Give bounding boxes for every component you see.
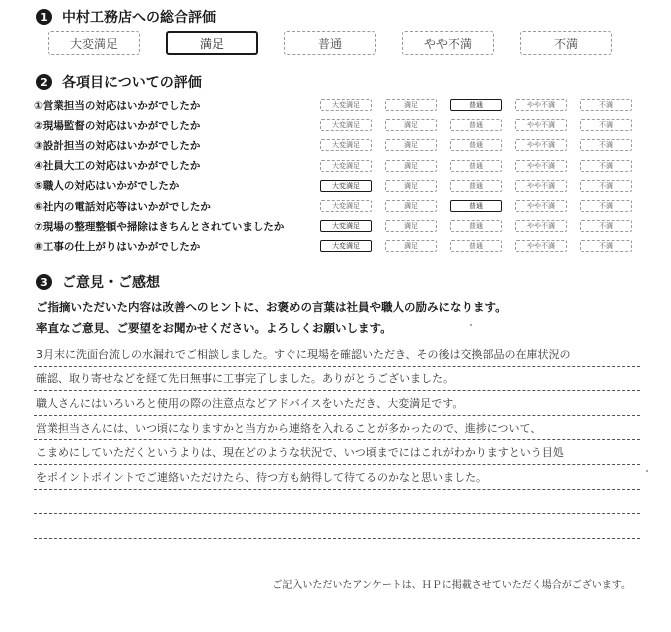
rating-option[interactable]: 大変満足 <box>320 119 372 131</box>
rating-item-row <box>34 95 654 115</box>
rating-item-row <box>34 216 654 236</box>
rating-option[interactable]: 満足 <box>385 180 437 192</box>
rating-option[interactable]: やや不満 <box>515 160 567 172</box>
overall-option[interactable]: 満足 <box>166 31 258 55</box>
rating-option[interactable]: やや不満 <box>515 200 567 212</box>
overall-option[interactable]: 普通 <box>284 31 376 55</box>
rating-option[interactable]: 満足 <box>385 200 437 212</box>
overall-option[interactable]: 不満 <box>520 31 612 55</box>
rating-option[interactable]: やや不満 <box>515 180 567 192</box>
rating-option[interactable]: 大変満足 <box>320 180 372 192</box>
rating-option[interactable]: 普通 <box>450 240 502 252</box>
overall-rating-options <box>48 31 612 55</box>
rating-option[interactable]: 大変満足 <box>320 139 372 151</box>
rating-option[interactable]: やや不満 <box>515 99 567 111</box>
rating-option[interactable]: 普通 <box>450 99 502 111</box>
rating-option[interactable]: 満足 <box>385 220 437 232</box>
rating-option[interactable]: 満足 <box>385 119 437 131</box>
scan-speck <box>470 324 472 326</box>
rating-option[interactable]: 大変満足 <box>320 240 372 252</box>
rating-item-row <box>34 236 654 256</box>
section-3-title: ご意見・ご感想 <box>62 275 160 291</box>
rating-item-row <box>34 196 654 216</box>
rating-option[interactable]: 不満 <box>580 160 632 172</box>
comment-line: 職人さんにはいろいろと使用の際の注意点などアドバイスをいただき、大変満足です。 <box>34 391 640 416</box>
rating-item-options <box>320 139 632 151</box>
comment-line: 確認、取り寄せなどを経て先日無事に工事完了しました。ありがとうございました。 <box>34 367 640 392</box>
rating-option[interactable]: 不満 <box>580 119 632 131</box>
intro-line: 率直なご意見、ご要望をお聞かせください。よろしくお願いします。 <box>36 321 392 335</box>
rating-option[interactable]: 普通 <box>450 200 502 212</box>
comment-line: 3月末に洗面台流しの水漏れでご相談しました。すぐに現場を確認いただき、その後は交換部品の在庫状況の <box>34 342 640 367</box>
rating-item-options <box>320 119 632 131</box>
rating-item-label: ①営業担当の対応はいかがでしたか <box>34 99 201 112</box>
section-number-badge: 3 <box>36 274 52 290</box>
rating-item-label: ⑦現場の整理整頓や掃除はきちんとされていましたか <box>34 220 285 233</box>
rating-item-label: ⑧工事の仕上がりはいかがでしたか <box>34 240 201 253</box>
comments-area <box>34 342 640 539</box>
rating-item-row <box>34 176 654 196</box>
footer-note: ご記入いただいたアンケートは、ＨＰに掲載させていただく場合がございます。 <box>272 580 631 591</box>
rating-item-options <box>320 180 632 192</box>
rating-option[interactable]: 大変満足 <box>320 99 372 111</box>
rating-option[interactable]: 普通 <box>450 180 502 192</box>
section-number-badge: 2 <box>36 74 52 90</box>
rating-option[interactable]: 普通 <box>450 220 502 232</box>
comments-intro <box>36 297 656 339</box>
rating-option[interactable]: 大変満足 <box>320 160 372 172</box>
section-1-header <box>36 7 216 27</box>
rating-option[interactable]: 不満 <box>580 99 632 111</box>
rating-item-options <box>320 160 632 172</box>
rating-item-options <box>320 200 632 212</box>
comment-line <box>34 514 640 539</box>
overall-option[interactable]: やや不満 <box>402 31 494 55</box>
rating-item-row <box>34 156 654 176</box>
comment-line <box>34 490 640 515</box>
rating-option[interactable]: やや不満 <box>515 240 567 252</box>
rating-item-label: ⑤職人の対応はいかがでしたか <box>34 180 180 193</box>
comment-line: をポイントポイントでご連絡いただけたら、待つ方も納得して待てるのかなと思いました。 <box>34 465 640 490</box>
rating-option[interactable]: 普通 <box>450 160 502 172</box>
scan-speck <box>646 470 648 472</box>
rating-option[interactable]: やや不満 <box>515 139 567 151</box>
rating-item-label: ④社員大工の対応はいかがでしたか <box>34 160 201 173</box>
rating-option[interactable]: 満足 <box>385 240 437 252</box>
rating-option[interactable]: 不満 <box>580 200 632 212</box>
item-ratings-table <box>34 95 654 257</box>
rating-option[interactable]: 満足 <box>385 160 437 172</box>
section-2-title: 各項目についての評価 <box>62 75 202 91</box>
rating-item-label: ③設計担当の対応はいかがでしたか <box>34 139 201 152</box>
rating-item-options <box>320 99 632 111</box>
rating-option[interactable]: やや不満 <box>515 220 567 232</box>
rating-item-options <box>320 240 632 252</box>
rating-option[interactable]: 普通 <box>450 119 502 131</box>
rating-option[interactable]: 普通 <box>450 139 502 151</box>
rating-item-label: ⑥社内の電話対応等はいかがでしたか <box>34 200 211 213</box>
section-number-badge: 1 <box>36 9 52 25</box>
rating-option[interactable]: 大変満足 <box>320 200 372 212</box>
rating-option[interactable]: 満足 <box>385 139 437 151</box>
rating-item-options <box>320 220 632 232</box>
rating-option[interactable]: 不満 <box>580 240 632 252</box>
rating-item-label: ②現場監督の対応はいかがでしたか <box>34 119 201 132</box>
rating-item-row <box>34 135 654 155</box>
comment-line: こまめにしていただくというよりは、現在どのような状況で、いつ頃までにはこれがわかりますという目処 <box>34 440 640 465</box>
section-2-header <box>36 72 202 92</box>
comment-line: 営業担当さんには、いつ頃になりますかと当方から連絡を入れることが多かったので、進捗について、 <box>34 416 640 441</box>
rating-option[interactable]: 不満 <box>580 139 632 151</box>
rating-option[interactable]: 不満 <box>580 180 632 192</box>
rating-option[interactable]: 不満 <box>580 220 632 232</box>
rating-item-row <box>34 115 654 135</box>
section-3-header <box>36 272 160 292</box>
section-1-title: 中村工務店への総合評価 <box>62 10 216 26</box>
rating-option[interactable]: 大変満足 <box>320 220 372 232</box>
rating-option[interactable]: やや不満 <box>515 119 567 131</box>
rating-option[interactable]: 満足 <box>385 99 437 111</box>
overall-option[interactable]: 大変満足 <box>48 31 140 55</box>
intro-line: ご指摘いただいた内容は改善へのヒントに、お褒めの言葉は社員や職人の励みになります。 <box>36 300 507 314</box>
